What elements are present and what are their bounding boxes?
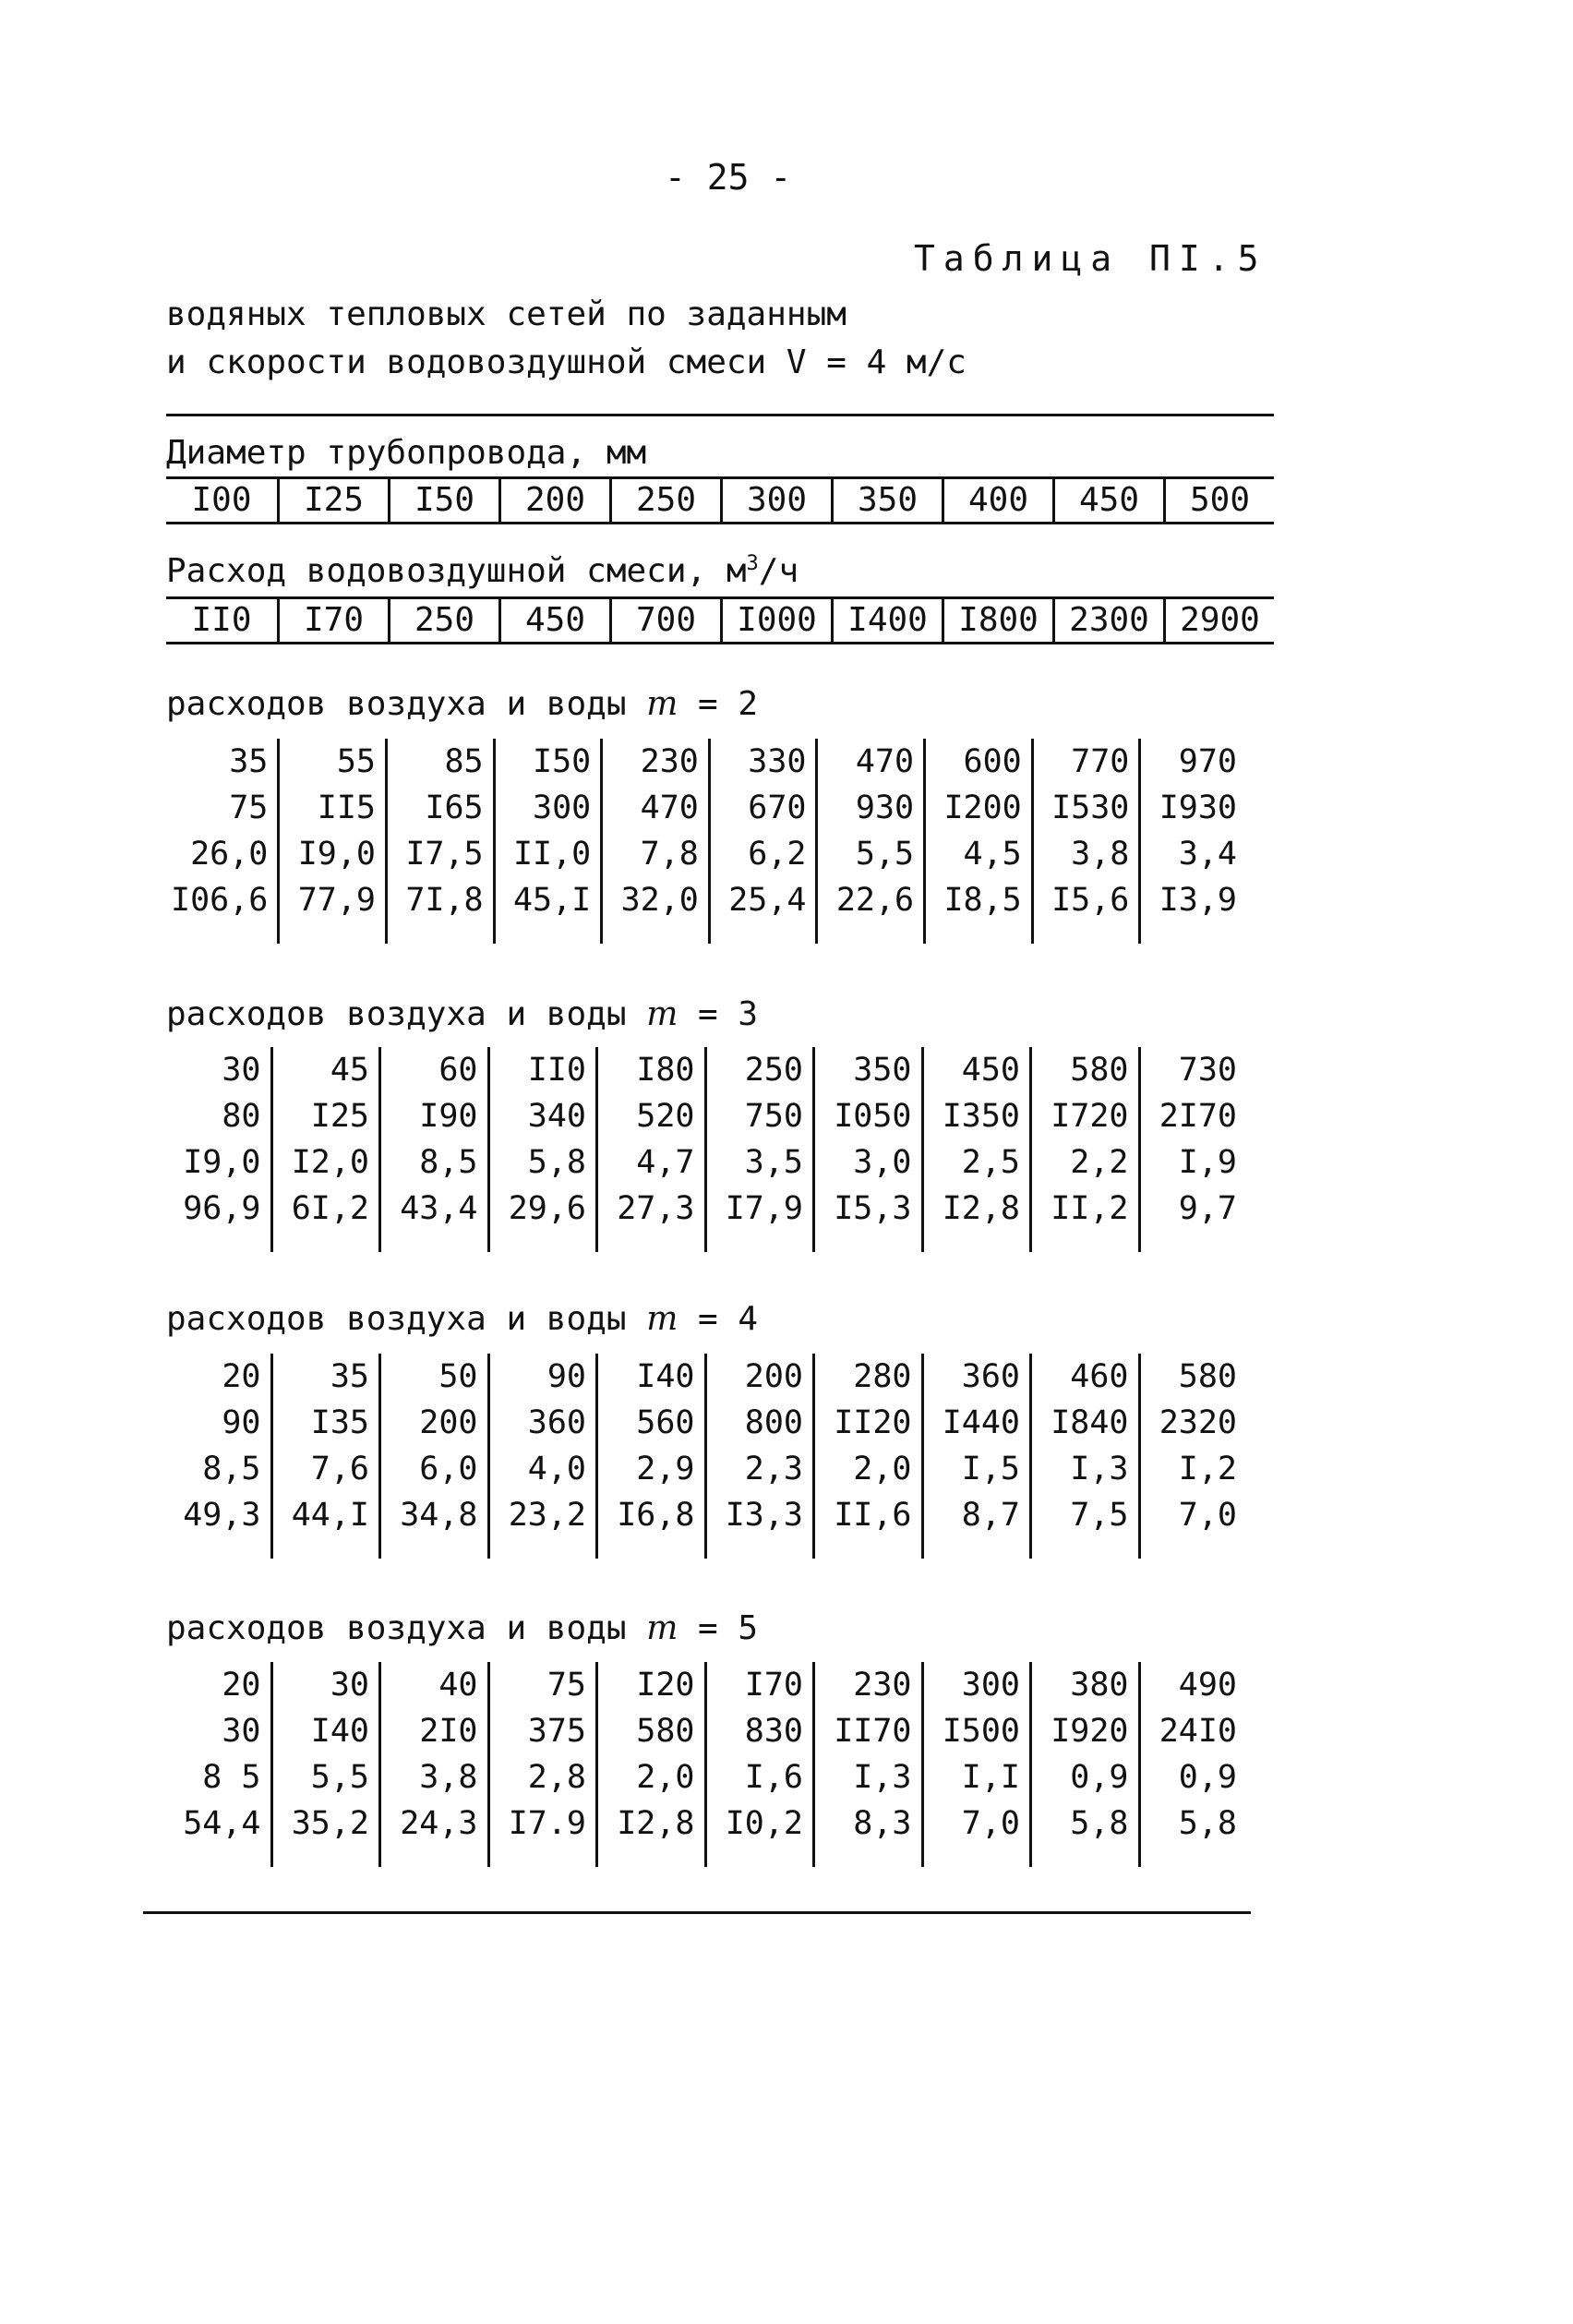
section-caption-text: расходов воздуха и воды (166, 1609, 627, 1647)
value-column (812, 1047, 921, 1252)
diameter-cell: 350 (831, 479, 942, 522)
table-cell: 450 (961, 1052, 1020, 1089)
table-cell: 23,2 (508, 1497, 586, 1534)
table-cell: II70 (834, 1713, 912, 1750)
table-cell: 830 (744, 1713, 803, 1750)
table-cell: 5,8 (527, 1144, 586, 1181)
flow-header-sup: 3 (746, 552, 759, 575)
table-cell: 0,9 (1178, 1759, 1237, 1796)
table-cell: 2,3 (744, 1451, 803, 1487)
table-cell: I5,6 (1051, 882, 1130, 919)
table-cell: 3,4 (1178, 836, 1237, 873)
table-cell: 45 (330, 1052, 369, 1089)
table-cell: 230 (640, 743, 699, 780)
table-cell: I20 (636, 1667, 695, 1704)
table-cell: I050 (834, 1098, 912, 1135)
table-cell: 90 (222, 1404, 261, 1441)
table-cell: 25,4 (728, 882, 807, 919)
table-cell: I440 (942, 1404, 1020, 1441)
value-column (1029, 1047, 1138, 1252)
table-cell: 8,7 (961, 1497, 1020, 1534)
diameter-cell: 400 (942, 479, 1052, 522)
table-cell: 375 (527, 1713, 586, 1750)
table-cell: I25 (310, 1098, 369, 1135)
value-column (270, 1662, 379, 1867)
table-cell: I65 (425, 789, 484, 826)
flow-cell: I70 (277, 599, 388, 642)
table-cell: I530 (1051, 789, 1130, 826)
table-cell: 20 (222, 1667, 261, 1704)
table-cell: 9,7 (1178, 1190, 1237, 1227)
table-cell: 2I70 (1159, 1098, 1237, 1135)
section-caption (166, 1609, 758, 1647)
table-cell: I8,5 (943, 882, 1022, 919)
section-block (162, 1662, 1246, 1867)
section-m-symbol: m (646, 995, 678, 1033)
table-cell: 27,3 (617, 1190, 695, 1227)
flow-row (166, 596, 1274, 644)
value-column (277, 739, 385, 944)
table-cell: I200 (943, 789, 1022, 826)
flow-cell: 250 (388, 599, 498, 642)
value-column (704, 1662, 813, 1867)
table-cell: I3,3 (725, 1497, 803, 1534)
table-cell: 580 (1178, 1358, 1237, 1395)
value-column (487, 1662, 596, 1867)
value-column (378, 1047, 487, 1252)
table-cell: 24,3 (400, 1805, 478, 1842)
value-column (921, 1354, 1030, 1559)
table-cell: 7I,8 (405, 882, 484, 919)
table-cell: I2,8 (617, 1805, 695, 1842)
table-cell: 75 (229, 789, 269, 826)
table-cell: 7,5 (1070, 1497, 1129, 1534)
value-column (162, 1354, 270, 1559)
value-column (493, 739, 601, 944)
table-cell: 490 (1178, 1667, 1237, 1704)
section-caption-text: расходов воздуха и воды (166, 995, 627, 1033)
table-cell: II,0 (512, 836, 592, 873)
table-cell: II20 (834, 1404, 912, 1441)
table-cell: 77,9 (297, 882, 376, 919)
table-cell: II0 (527, 1052, 586, 1089)
table-cell: 0,9 (1070, 1759, 1129, 1796)
table-cell: 24I0 (1159, 1713, 1237, 1750)
diameter-row (166, 476, 1274, 524)
table-cell: I,3 (1070, 1451, 1129, 1487)
flow-cell: 2300 (1052, 599, 1163, 642)
table-cell: 8,3 (853, 1805, 912, 1842)
value-column (1138, 1354, 1247, 1559)
table-cell: 2,9 (636, 1451, 695, 1487)
table-cell: 770 (1071, 743, 1130, 780)
section-block (162, 739, 1246, 944)
value-column (1031, 739, 1139, 944)
value-column (921, 1662, 1030, 1867)
table-cell: 7,0 (1178, 1497, 1237, 1534)
value-column (1138, 1047, 1247, 1252)
table-cell: 600 (963, 743, 1022, 780)
table-cell: 4,5 (963, 836, 1022, 873)
table-cell: 5,8 (1070, 1805, 1129, 1842)
table-cell: II5 (317, 789, 376, 826)
value-column (595, 1662, 704, 1867)
section-caption (166, 1300, 758, 1338)
table-cell: 6I,2 (291, 1190, 369, 1227)
value-column (487, 1354, 596, 1559)
table-cell: I40 (636, 1358, 695, 1395)
table-cell: 730 (1178, 1052, 1237, 1089)
title-line-2: и скорости водовоздушной смеси V = 4 м/с (166, 343, 967, 381)
flow-header-prefix: Расход водовоздушной смеси, м (166, 552, 747, 590)
table-cell: 8,5 (419, 1144, 478, 1181)
table-cell: I7,5 (405, 836, 484, 873)
flow-cell: 700 (609, 599, 720, 642)
table-cell: 300 (533, 789, 592, 826)
value-column (270, 1354, 379, 1559)
table-cell: I06,6 (171, 882, 269, 919)
table-cell: 4,0 (527, 1451, 586, 1487)
table-cell: I2,0 (291, 1144, 369, 1181)
table-cell: 2I0 (419, 1713, 478, 1750)
table-cell: 35 (330, 1358, 369, 1395)
value-column (162, 1047, 270, 1252)
value-column (704, 1047, 813, 1252)
table-cell: 8,5 (202, 1451, 261, 1487)
table-label: Таблица ПI.5 (914, 238, 1267, 279)
table-cell: 5,8 (1178, 1805, 1237, 1842)
table-cell: 32,0 (620, 882, 699, 919)
table-cell: 26,0 (190, 836, 269, 873)
table-cell: I6,8 (617, 1497, 695, 1534)
table-cell: 29,6 (508, 1190, 586, 1227)
section-m-value: = 2 (698, 685, 759, 723)
table-cell: 3,5 (744, 1144, 803, 1181)
flow-cell: I000 (720, 599, 831, 642)
table-cell: 470 (640, 789, 699, 826)
section-m-value: = 4 (698, 1300, 759, 1338)
table-cell: 44,I (291, 1497, 369, 1534)
value-column (378, 1354, 487, 1559)
table-cell: 40 (438, 1667, 478, 1704)
table-cell: 300 (961, 1667, 1020, 1704)
table-cell: 20 (222, 1358, 261, 1395)
table-cell: I7.9 (508, 1805, 586, 1842)
value-column (921, 1047, 1030, 1252)
table-cell: I3,9 (1159, 882, 1237, 919)
table-cell: 34,8 (400, 1497, 478, 1534)
table-cell: I500 (942, 1713, 1020, 1750)
table-cell: 2,5 (961, 1144, 1020, 1181)
table-cell: 5,5 (310, 1759, 369, 1796)
section-m-value: = 3 (698, 995, 759, 1033)
table-cell: I80 (636, 1052, 695, 1089)
value-column (704, 1354, 813, 1559)
table-cell: 520 (636, 1098, 695, 1135)
table-cell: I90 (419, 1098, 478, 1135)
table-cell: I,2 (1178, 1451, 1237, 1487)
table-cell: 340 (527, 1098, 586, 1135)
table-cell: I,9 (1178, 1144, 1237, 1181)
top-rule (166, 414, 1274, 416)
section-m-symbol: m (646, 1609, 678, 1647)
table-cell: I0,2 (725, 1805, 803, 1842)
value-column (812, 1354, 921, 1559)
table-cell: 43,4 (400, 1190, 478, 1227)
table-cell: 580 (1070, 1052, 1129, 1089)
table-cell: 200 (419, 1404, 478, 1441)
table-cell: 970 (1178, 743, 1237, 780)
table-cell: 85 (444, 743, 484, 780)
diameter-cell: 500 (1163, 479, 1274, 522)
section-caption (166, 995, 758, 1033)
table-cell: 230 (853, 1667, 912, 1704)
table-cell: II,2 (1051, 1190, 1129, 1227)
bottom-rule (143, 1911, 1251, 1914)
table-cell: 580 (636, 1713, 695, 1750)
table-cell: I,6 (744, 1759, 803, 1796)
value-column (270, 1047, 379, 1252)
table-cell: 200 (744, 1358, 803, 1395)
table-cell: 80 (222, 1098, 261, 1135)
table-cell: 7,8 (640, 836, 699, 873)
diameter-cell: 450 (1052, 479, 1163, 522)
table-cell: 930 (855, 789, 915, 826)
table-cell: I9,0 (297, 836, 376, 873)
table-cell: 2,0 (853, 1451, 912, 1487)
value-column (1138, 739, 1246, 944)
section-caption (166, 685, 758, 723)
flow-cell: II0 (191, 601, 252, 639)
table-cell: 280 (853, 1358, 912, 1395)
table-cell: 360 (961, 1358, 1020, 1395)
value-column (378, 1662, 487, 1867)
table-cell: 360 (527, 1404, 586, 1441)
table-cell: 45,I (512, 882, 592, 919)
diameter-cell: I25 (277, 479, 388, 522)
flow-cell: 2900 (1163, 599, 1274, 642)
section-caption-text: расходов воздуха и воды (166, 1300, 627, 1338)
flow-cell: 450 (498, 599, 609, 642)
table-cell: I7,9 (725, 1190, 803, 1227)
table-cell: I40 (310, 1713, 369, 1750)
value-column (595, 1047, 704, 1252)
section-block (162, 1047, 1246, 1252)
table-cell: I,I (961, 1759, 1020, 1796)
table-cell: 670 (748, 789, 807, 826)
table-cell: 6,0 (419, 1451, 478, 1487)
section-m-symbol: m (646, 1300, 678, 1338)
table-cell: 5,5 (855, 836, 915, 873)
table-cell: I930 (1159, 789, 1237, 826)
flow-cell: I400 (831, 599, 942, 642)
table-cell: 560 (636, 1404, 695, 1441)
value-column (600, 739, 708, 944)
table-cell: 54,4 (183, 1805, 261, 1842)
section-caption-text: расходов воздуха и воды (166, 685, 627, 723)
table-cell: 75 (546, 1667, 586, 1704)
table-cell: 750 (744, 1098, 803, 1135)
table-cell: 7,0 (961, 1805, 1020, 1842)
table-cell: 30 (222, 1052, 261, 1089)
table-cell: 470 (855, 743, 915, 780)
flow-cell: I800 (942, 599, 1052, 642)
section-m-value: = 5 (698, 1609, 759, 1647)
value-column (1029, 1662, 1138, 1867)
table-cell: 49,3 (183, 1497, 261, 1534)
table-cell: I2,8 (942, 1190, 1020, 1227)
diameter-cell: I50 (388, 479, 498, 522)
table-cell: 35 (229, 743, 269, 780)
table-cell: I50 (533, 743, 592, 780)
value-column (162, 739, 277, 944)
table-cell: 2,8 (527, 1759, 586, 1796)
diameter-cell: 300 (720, 479, 831, 522)
table-cell: 35,2 (291, 1805, 369, 1842)
table-cell: 2,0 (636, 1759, 695, 1796)
table-cell: 7,6 (310, 1451, 369, 1487)
flow-header-suffix: /ч (758, 552, 799, 590)
table-cell: I9,0 (183, 1144, 261, 1181)
table-cell: II,6 (834, 1497, 912, 1534)
value-column (487, 1047, 596, 1252)
table-cell: 30 (330, 1667, 369, 1704)
section-m-symbol: m (646, 685, 678, 723)
table-cell: 96,9 (183, 1190, 261, 1227)
value-column (162, 1662, 270, 1867)
diameter-header: Диаметр трубопровода, мм (166, 434, 647, 472)
table-cell: 350 (853, 1052, 912, 1089)
table-cell: 4,7 (636, 1144, 695, 1181)
table-cell: 3,8 (419, 1759, 478, 1796)
table-cell: 250 (744, 1052, 803, 1089)
table-cell: I35 (310, 1404, 369, 1441)
title-line-1: водяных тепловых сетей по заданным (166, 295, 847, 333)
table-cell: I350 (942, 1098, 1020, 1135)
table-cell: 55 (336, 743, 376, 780)
value-column (1029, 1354, 1138, 1559)
table-cell: I5,3 (834, 1190, 912, 1227)
table-cell: I720 (1051, 1098, 1129, 1135)
table-cell: 3,0 (853, 1144, 912, 1181)
diameter-cell: 250 (609, 479, 720, 522)
table-cell: 50 (438, 1358, 478, 1395)
diameter-cell: I00 (191, 481, 252, 519)
table-cell: 2,2 (1070, 1144, 1129, 1181)
table-cell: I70 (744, 1667, 803, 1704)
table-cell: 22,6 (835, 882, 915, 919)
table-cell: 330 (748, 743, 807, 780)
table-cell: 2320 (1159, 1404, 1237, 1441)
table-cell: I,3 (853, 1759, 912, 1796)
table-cell: I840 (1051, 1404, 1129, 1441)
value-column (595, 1354, 704, 1559)
page-number: - 25 - (665, 157, 792, 198)
table-cell: 6,2 (748, 836, 807, 873)
table-cell: I920 (1051, 1713, 1129, 1750)
value-column (812, 1662, 921, 1867)
table-cell: 90 (546, 1358, 586, 1395)
value-column (923, 739, 1031, 944)
value-column (1138, 1662, 1247, 1867)
table-cell: 30 (222, 1713, 261, 1750)
table-cell: 60 (438, 1052, 478, 1089)
table-cell: 800 (744, 1404, 803, 1441)
value-column (385, 739, 493, 944)
value-column (815, 739, 923, 944)
table-cell: 3,8 (1071, 836, 1130, 873)
section-block (162, 1354, 1246, 1559)
diameter-cell: 200 (498, 479, 609, 522)
flow-header (166, 552, 799, 590)
table-cell: 380 (1070, 1667, 1129, 1704)
table-cell: 460 (1070, 1358, 1129, 1395)
table-cell: I,5 (961, 1451, 1020, 1487)
table-cell: 8 5 (202, 1759, 261, 1796)
value-column (708, 739, 816, 944)
